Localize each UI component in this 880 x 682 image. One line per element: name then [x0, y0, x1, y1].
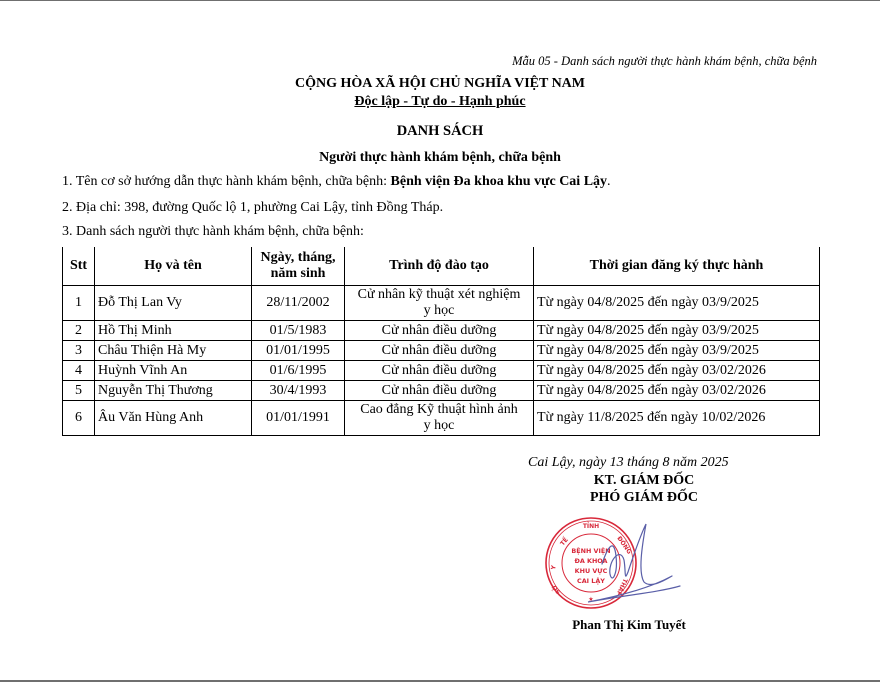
- header-degree: Trình độ đào tạo: [345, 247, 534, 286]
- cell-dob: 01/6/1995: [252, 361, 345, 381]
- stamp-ring-text-top: TỈNH: [582, 523, 600, 530]
- practitioner-table: [62, 247, 820, 436]
- cell-stt: 1: [63, 286, 95, 321]
- table-row: [63, 381, 820, 401]
- handwritten-signature: [580, 516, 690, 606]
- info-line-facility: [62, 174, 611, 190]
- table-row: [63, 361, 820, 381]
- cell-period: Từ ngày 04/8/2025 đến ngày 03/02/2026: [534, 381, 820, 401]
- table-row: [63, 321, 820, 341]
- cell-degree: Cử nhân điều dưỡng: [345, 341, 534, 361]
- cell-dob: 01/01/1995: [252, 341, 345, 361]
- degree-line1: Cử nhân kỹ thuật xét nghiệm: [357, 287, 521, 302]
- signer-title-1: KT. GIÁM ĐỐC: [593, 473, 695, 488]
- stamp-inner-line-4: CAI LẬY: [577, 577, 605, 585]
- cell-degree: [345, 401, 534, 436]
- signer-title-2: PHÓ GIÁM ĐỐC: [589, 490, 699, 505]
- cell-dob: 28/11/2002: [252, 286, 345, 321]
- header-name: Họ và tên: [95, 247, 252, 286]
- cell-dob: 01/01/1991: [252, 401, 345, 436]
- table-row: [63, 341, 820, 361]
- cell-period: Từ ngày 04/8/2025 đến ngày 03/9/2025: [534, 286, 820, 321]
- stamp-inner-line-3: KHU VỰC: [574, 567, 608, 575]
- header-dob-line2: năm sinh: [270, 266, 326, 281]
- stamp-star: ★: [588, 596, 594, 603]
- facility-label: 1. Tên cơ sở hướng dẫn thực hành khám bệnh, chữa bệnh:: [62, 174, 391, 189]
- cell-stt: 5: [63, 381, 95, 401]
- cell-stt: 3: [63, 341, 95, 361]
- facility-end: .: [607, 174, 611, 189]
- header-dob-line1: Ngày, tháng,: [260, 250, 336, 265]
- stamp-ring-text-left: Y: [550, 564, 558, 571]
- degree-line1: Cao đẳng Kỹ thuật hình ảnh: [360, 402, 518, 417]
- page-top-edge: [0, 0, 880, 1]
- form-code: Mẫu 05 - Danh sách người thực hành khám bệnh, chữa bệnh: [512, 54, 817, 68]
- place-date: Cai Lậy, ngày 13 tháng 8 năm 2025: [528, 455, 729, 470]
- cell-period: Từ ngày 04/8/2025 đến ngày 03/02/2026: [534, 361, 820, 381]
- signature-stroke: [588, 524, 680, 602]
- cell-name: Huỳnh Vĩnh An: [95, 361, 252, 381]
- header-stt: Stt: [63, 247, 95, 286]
- cell-name: Âu Văn Hùng Anh: [95, 401, 252, 436]
- cell-period: Từ ngày 04/8/2025 đến ngày 03/9/2025: [534, 321, 820, 341]
- stamp-inner-line-2: ĐA KHOA: [574, 557, 608, 565]
- cell-degree: [345, 286, 534, 321]
- cell-period: Từ ngày 11/8/2025 đến ngày 10/02/2026: [534, 401, 820, 436]
- stamp-inner-line-1: BỆNH VIỆN: [571, 547, 611, 555]
- document-title: DANH SÁCH: [396, 123, 484, 139]
- signer-name: Phan Thị Kim Tuyết: [572, 617, 686, 632]
- motto-text: Độc lập - Tự do - Hạnh phúc: [354, 94, 526, 109]
- cell-name: Đỗ Thị Lan Vy: [95, 286, 252, 321]
- table-row: [63, 401, 820, 436]
- cell-degree: Cử nhân điều dưỡng: [345, 361, 534, 381]
- national-title: CỘNG HÒA XÃ HỘI CHỦ NGHĨA VIỆT NAM: [294, 76, 585, 91]
- cell-stt: 6: [63, 401, 95, 436]
- table-row: [63, 286, 820, 321]
- degree-line2: y học: [423, 303, 455, 318]
- facility-name: Bệnh viện Đa khoa khu vực Cai Lậy: [390, 174, 608, 189]
- table-header-row: [63, 247, 820, 286]
- cell-period: Từ ngày 04/8/2025 đến ngày 03/9/2025: [534, 341, 820, 361]
- stamp-ring-text-left-upper: TẾ: [559, 536, 570, 548]
- info-line-list: 3. Danh sách người thực hành khám bệnh, chữa bệnh:: [62, 224, 364, 239]
- stamp-ring-text-right-upper: ĐỒNG: [615, 535, 633, 556]
- cell-degree: Cử nhân điều dưỡng: [345, 321, 534, 341]
- header-period: Thời gian đăng ký thực hành: [534, 247, 820, 286]
- cell-degree: Cử nhân điều dưỡng: [345, 381, 534, 401]
- cell-stt: 2: [63, 321, 95, 341]
- header-dob: [252, 247, 345, 286]
- cell-stt: 4: [63, 361, 95, 381]
- stamp-ring-text-right-lower: THÁP: [614, 577, 629, 597]
- national-motto: [0, 94, 880, 110]
- degree-line2: y học: [423, 418, 455, 433]
- info-line-address: 2. Địa chỉ: 398, đường Quốc lộ 1, phường Cai Lậy, tỉnh Đồng Tháp.: [62, 200, 444, 215]
- cell-name: Hồ Thị Minh: [95, 321, 252, 341]
- cell-dob: 01/5/1983: [252, 321, 345, 341]
- document-subtitle: Người thực hành khám bệnh, chữa bệnh: [319, 150, 561, 165]
- stamp-ring-text-left-lower: SỞ: [551, 583, 563, 596]
- cell-name: Châu Thiện Hà My: [95, 341, 252, 361]
- cell-name: Nguyễn Thị Thương: [95, 381, 252, 401]
- cell-dob: 30/4/1993: [252, 381, 345, 401]
